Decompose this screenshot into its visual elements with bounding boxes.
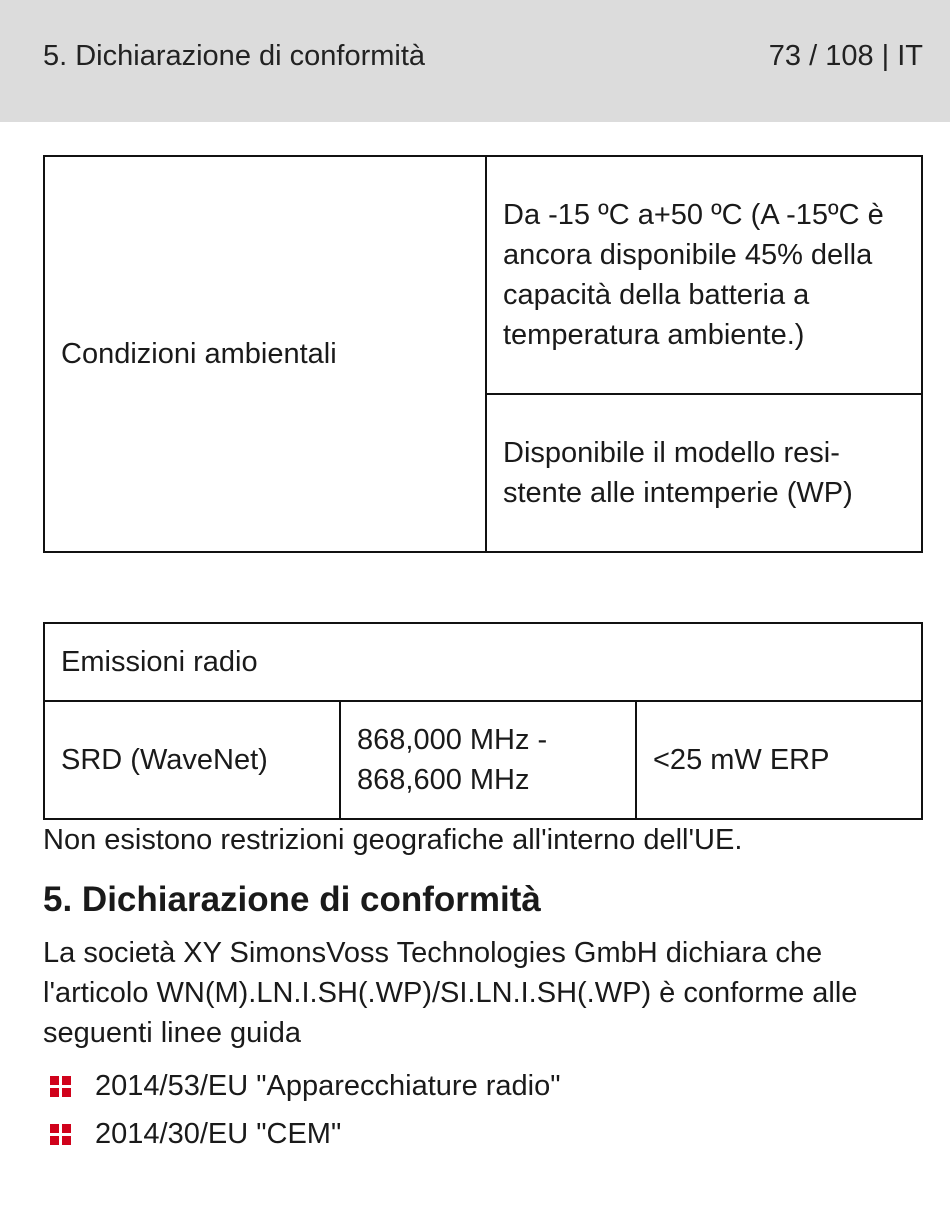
red-square-bullet-icon <box>50 1076 71 1097</box>
radio-table-heading: Emissioni radio <box>44 623 922 701</box>
radio-emissions-table <box>43 622 923 820</box>
page-header <box>0 0 950 122</box>
list-item <box>43 1062 561 1110</box>
conformity-paragraph: La società XY SimonsVoss Technologies GmbH dichiara che l'articolo WN(M).LN.I.SH(.WP)/SI.LN.I.SH(.WP) è conforme alle seguenti linee guida <box>43 937 858 1049</box>
geographic-note: Non esistono restrizioni geografiche all'interno dell'UE. <box>43 824 743 856</box>
radio-type-cell: SRD (WaveNet) <box>44 701 340 819</box>
env-temperature-cell: Da -15 ºC a+50 ºC (A -15ºC è ancora disponibile 45% della capacità della batteria a temperatura ambiente.) <box>486 156 922 394</box>
guideline-list <box>43 1062 561 1158</box>
red-square-bullet-icon <box>50 1124 71 1145</box>
section-heading: 5. Dichiarazione di conformità <box>43 880 541 919</box>
radio-power-cell: <25 mW ERP <box>636 701 922 819</box>
environment-table <box>43 155 923 553</box>
env-label-cell: Condizioni ambientali <box>44 156 486 552</box>
list-item-text: 2014/30/EU "CEM" <box>95 1118 342 1150</box>
radio-frequency-cell: 868,000 MHz - 868,600 MHz <box>340 701 636 819</box>
header-section-title: 5. Dichiarazione di conformità <box>43 40 426 72</box>
env-weatherproof-cell: Disponibile il modello resi-stente alle intemperie (WP) <box>486 394 922 552</box>
list-item-text: 2014/53/EU "Apparecchiature radio" <box>95 1070 561 1102</box>
page-number: 73 / 108 | IT <box>768 40 923 72</box>
list-item <box>43 1110 561 1158</box>
